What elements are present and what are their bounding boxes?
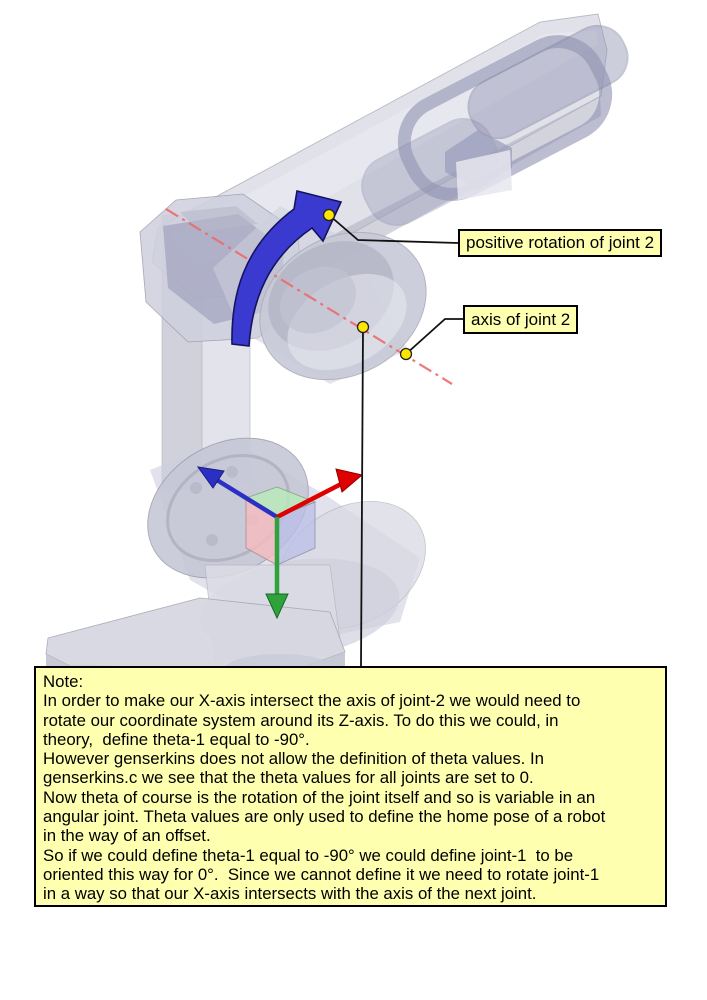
robot-arm-model bbox=[46, 14, 637, 686]
note-line: However genserkins does not allow the definition of theta values. In bbox=[43, 749, 544, 769]
note-line: oriented this way for 0°. Since we cannot define it we need to rotate joint-1 bbox=[43, 864, 600, 884]
note-line: rotate our coordinate system around its Z-axis. To do this we could, in bbox=[43, 710, 559, 730]
note-line: So if we could define theta-1 equal to -90° we could define joint-1 to be bbox=[43, 845, 574, 865]
red-x-axis-arrowhead-icon bbox=[336, 469, 362, 492]
callout-positive-rotation: positive rotation of joint 2 bbox=[458, 229, 662, 257]
marker-dot-axis-near bbox=[358, 322, 369, 333]
note-line: genserkins.c we see that the theta values for all joints are set to 0. bbox=[43, 768, 534, 788]
note-line: in the way of an offset. bbox=[43, 826, 211, 846]
note-line: angular joint. Theta values are only used to define the home pose of a robot bbox=[43, 807, 606, 827]
note-line: In order to make our X-axis intersect the axis of joint-2 we would need to bbox=[43, 691, 581, 711]
note-line: Now theta of course is the rotation of the joint itself and so is variable in an bbox=[43, 787, 596, 807]
marker-dot-rotation bbox=[324, 210, 335, 221]
note-box bbox=[34, 666, 667, 907]
note-line: in a way so that our X-axis intersects with the axis of the next joint. bbox=[43, 884, 537, 904]
callout-axis-of-joint2: axis of joint 2 bbox=[463, 305, 578, 334]
note-title: Note: bbox=[43, 672, 84, 691]
marker-dot-axis-far bbox=[401, 349, 412, 360]
note-line: theory, define theta-1 equal to -90°. bbox=[43, 729, 310, 749]
